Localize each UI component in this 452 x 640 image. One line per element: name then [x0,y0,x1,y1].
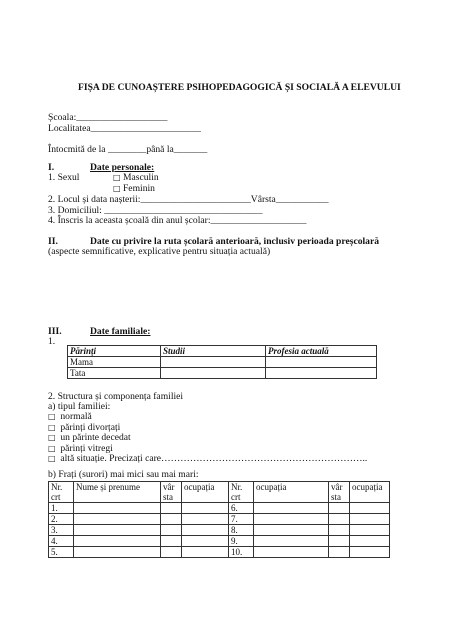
cell-empty [350,525,390,536]
option-masculin-label: Masculin [122,172,159,183]
cell-mama: Mama [68,357,161,368]
cell-empty [74,547,161,558]
header-studii: Studii [161,346,266,357]
family-option-label: părinți divorțați [60,422,121,433]
checkbox-icon: □ [113,173,121,182]
family-option [48,453,367,464]
row-number: 5. [49,547,74,558]
cell-empty [74,503,161,514]
cell-empty [74,514,161,525]
header-varsta: vâr sta [161,482,182,503]
family-option-label: normală [60,411,92,422]
header-nr-crt: Nr. crt [49,482,74,503]
section2-number: II. [48,236,58,247]
cell-empty [329,514,350,525]
school-field: Școala:___________________ [48,112,168,123]
cell-empty [182,503,229,514]
cell-empty [161,503,182,514]
table-row [49,525,390,536]
cell-empty [350,547,390,558]
cell-empty [254,514,329,525]
cell-empty [182,514,229,525]
cell-empty [329,536,350,547]
cell-empty [161,357,266,368]
section2-subheading: (aspecte semnificative, explicative pentru situația actuală) [48,246,271,257]
cell-empty [350,536,390,547]
table-row [49,536,390,547]
family-option-label: un părinte decedat [60,432,131,443]
table-row [49,482,390,503]
checkbox-icon: □ [48,454,56,463]
cell-empty [254,536,329,547]
header-ocupatia: ocupația [254,482,329,503]
family-option [48,411,92,422]
header-profesia: Profesia actuală [266,346,377,357]
cell-empty [161,368,266,379]
enrolled-field: 4. Înscris la aceasta școală din anul școlar:____________________ [48,215,307,226]
cell-empty [182,536,229,547]
checkbox-icon: □ [48,444,56,453]
document-title: FIȘA DE CUNOAȘTERE PSIHOPEDAGOGICĂ ȘI SOCIALĂ A ELEVULUI [78,82,401,93]
header-ocupatia: ocupația [182,482,229,503]
cell-empty [254,547,329,558]
family-option-label: altă situație. Precizați care……………………………………………………….. [60,453,368,464]
table-row [68,357,377,368]
cell-empty [182,547,229,558]
table-row [68,368,377,379]
cell-empty [266,357,377,368]
cell-empty [161,536,182,547]
option-feminin-label: Feminin [122,183,155,194]
compiled-period-field: Întocmită de la ________până la_______ [48,144,208,155]
sex-label: 1. Sexul [48,172,80,183]
table-row [49,547,390,558]
row-number: 1. [49,503,74,514]
row-number: 2. [49,514,74,525]
row-number: 4. [49,536,74,547]
siblings-label: b) Frați (surori) mai mici sau mai mari: [48,469,199,480]
checkbox-icon: □ [113,184,121,193]
row-number: 7. [229,514,254,525]
section2-heading: Date cu privire la ruta școlară anterioară, inclusiv perioada preșcolară [90,236,380,247]
header-varsta: vâr sta [329,482,350,503]
row-number: 9. [229,536,254,547]
cell-empty [254,525,329,536]
header-nume: Nume și prenume [74,482,161,503]
row-number: 10. [229,547,254,558]
cell-empty [329,547,350,558]
cell-empty [350,503,390,514]
cell-empty [329,503,350,514]
table-row [49,503,390,514]
section1-number: I. [48,162,55,173]
header-nr-crt: Nr. crt [229,482,254,503]
table-row [68,346,377,357]
cell-empty [350,514,390,525]
table-row [49,514,390,525]
siblings-table [48,481,390,558]
family-option-label: părinți vitregi [60,443,113,454]
section1-heading: Date personale: [90,162,155,173]
parents-table [67,345,377,379]
checkbox-icon: □ [48,412,56,421]
cell-empty [254,503,329,514]
header-parinti: Părinți [68,346,161,357]
family-option [48,432,131,443]
checkbox-icon: □ [48,433,56,442]
row-number: 6. [229,503,254,514]
cell-tata: Tata [68,368,161,379]
locality-field: Localitatea_______________________ [48,123,201,134]
family-structure-label: 2. Structura și componența familiei [48,391,184,402]
cell-empty [182,525,229,536]
cell-empty [266,368,377,379]
row-number: 8. [229,525,254,536]
cell-empty [74,525,161,536]
cell-empty [74,536,161,547]
section3-heading: Date familiale: [90,326,151,337]
header-ocupatia: ocupația [350,482,390,503]
family-type-label: a) tipul familiei: [48,401,111,412]
row-number: 3. [49,525,74,536]
domicile-field: 3. Domiciliul: _________________________________ [48,205,263,216]
section3-number: III. [48,326,62,337]
item-one-label: 1. [48,336,56,347]
cell-empty [161,525,182,536]
option-masculin [113,172,159,183]
cell-empty [161,547,182,558]
option-feminin [113,183,155,194]
cell-empty [161,514,182,525]
cell-empty [329,525,350,536]
birth-field: 2. Locul și data nașterii:_______________________Vârsta___________ [48,194,329,205]
checkbox-icon: □ [48,423,56,432]
